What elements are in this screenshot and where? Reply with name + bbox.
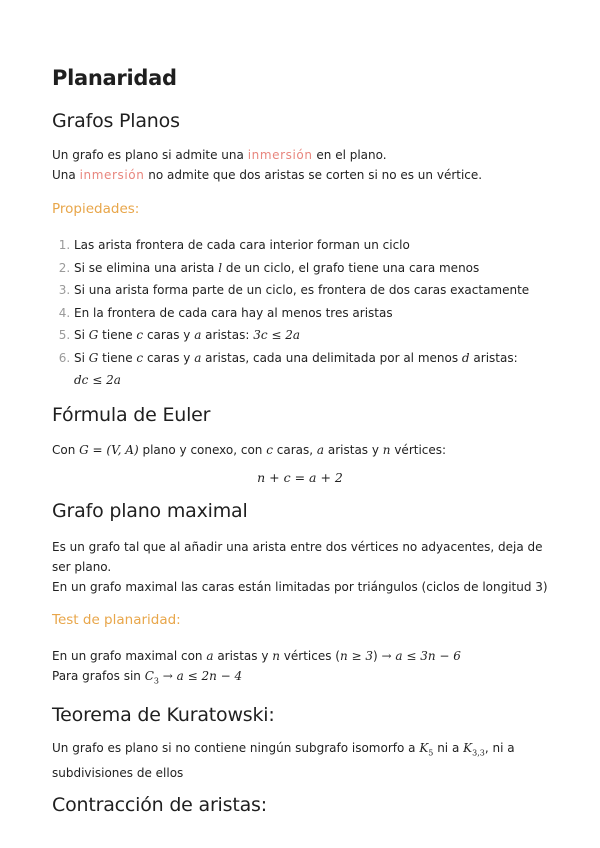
list-item: 2. Si se elimina una arista l de un ciclo, el grafo tiene una cara menos xyxy=(74,257,548,280)
heading-propiedades: Propiedades: xyxy=(52,201,140,217)
propiedades-list xyxy=(52,234,548,392)
paragraph-maximal: Es un grafo tal que al añadir una arista entre dos vértices no adyacentes, deja de ser plano. En un grafo maximal las caras están limitadas por triángulos (ciclos de longitud 3) xyxy=(52,540,548,594)
heading-contraccion: Contracción de aristas: xyxy=(52,794,267,816)
paragraph-kuratowski: Un grafo es plano si no contiene ningún subgrafo isomorfo a $K_5$ ni a $K_{3,3}$, ni a subdivisiones de ellos xyxy=(52,741,515,781)
list-item: 3. Si una arista forma parte de un ciclo, es frontera de dos caras exactamente xyxy=(74,279,548,302)
list-item: 1. Las arista frontera de cada cara interior forman un ciclo xyxy=(74,234,548,257)
paragraph-test: En un grafo maximal con a aristas y n vértices (n ≥ 3) → a ≤ 3n − 6 Para grafos $\sin C_3 \to a \le 2n - 4$ xyxy=(52,649,461,686)
term-inmersion: inmersión xyxy=(247,148,313,162)
heading-grafo-plano-maximal: Grafo plano maximal xyxy=(52,500,248,522)
heading-test-planaridad: Test de planaridad: xyxy=(52,612,181,628)
list-item: 5. Si G tiene c caras y a aristas: 3c ≤ 2a xyxy=(74,324,548,347)
list-item: 4. En la frontera de cada cara hay al menos tres aristas xyxy=(74,302,548,325)
euler-formula: n + c = a + 2 xyxy=(257,470,343,485)
heading-formula-euler: Fórmula de Euler xyxy=(52,404,211,426)
term-inmersion: inmersión xyxy=(79,168,145,182)
heading-kuratowski: Teorema de Kuratowski: xyxy=(52,704,275,726)
paragraph-euler: Con G = (V, A) plano y conexo, con c caras, a aristas y n vértices: xyxy=(52,443,447,457)
page-title: Planaridad xyxy=(52,66,177,90)
heading-grafos-planos: Grafos Planos xyxy=(52,110,180,132)
list-item: 6. Si G tiene c caras y a aristas, cada una delimitada por al menos d aristas: dc ≤ 2a xyxy=(74,347,548,392)
paragraph-grafos-planos: Un grafo es plano si admite una inmersión en el plano. Una inmersión no admite que dos aristas se corten si no es un vértice. xyxy=(52,148,483,182)
